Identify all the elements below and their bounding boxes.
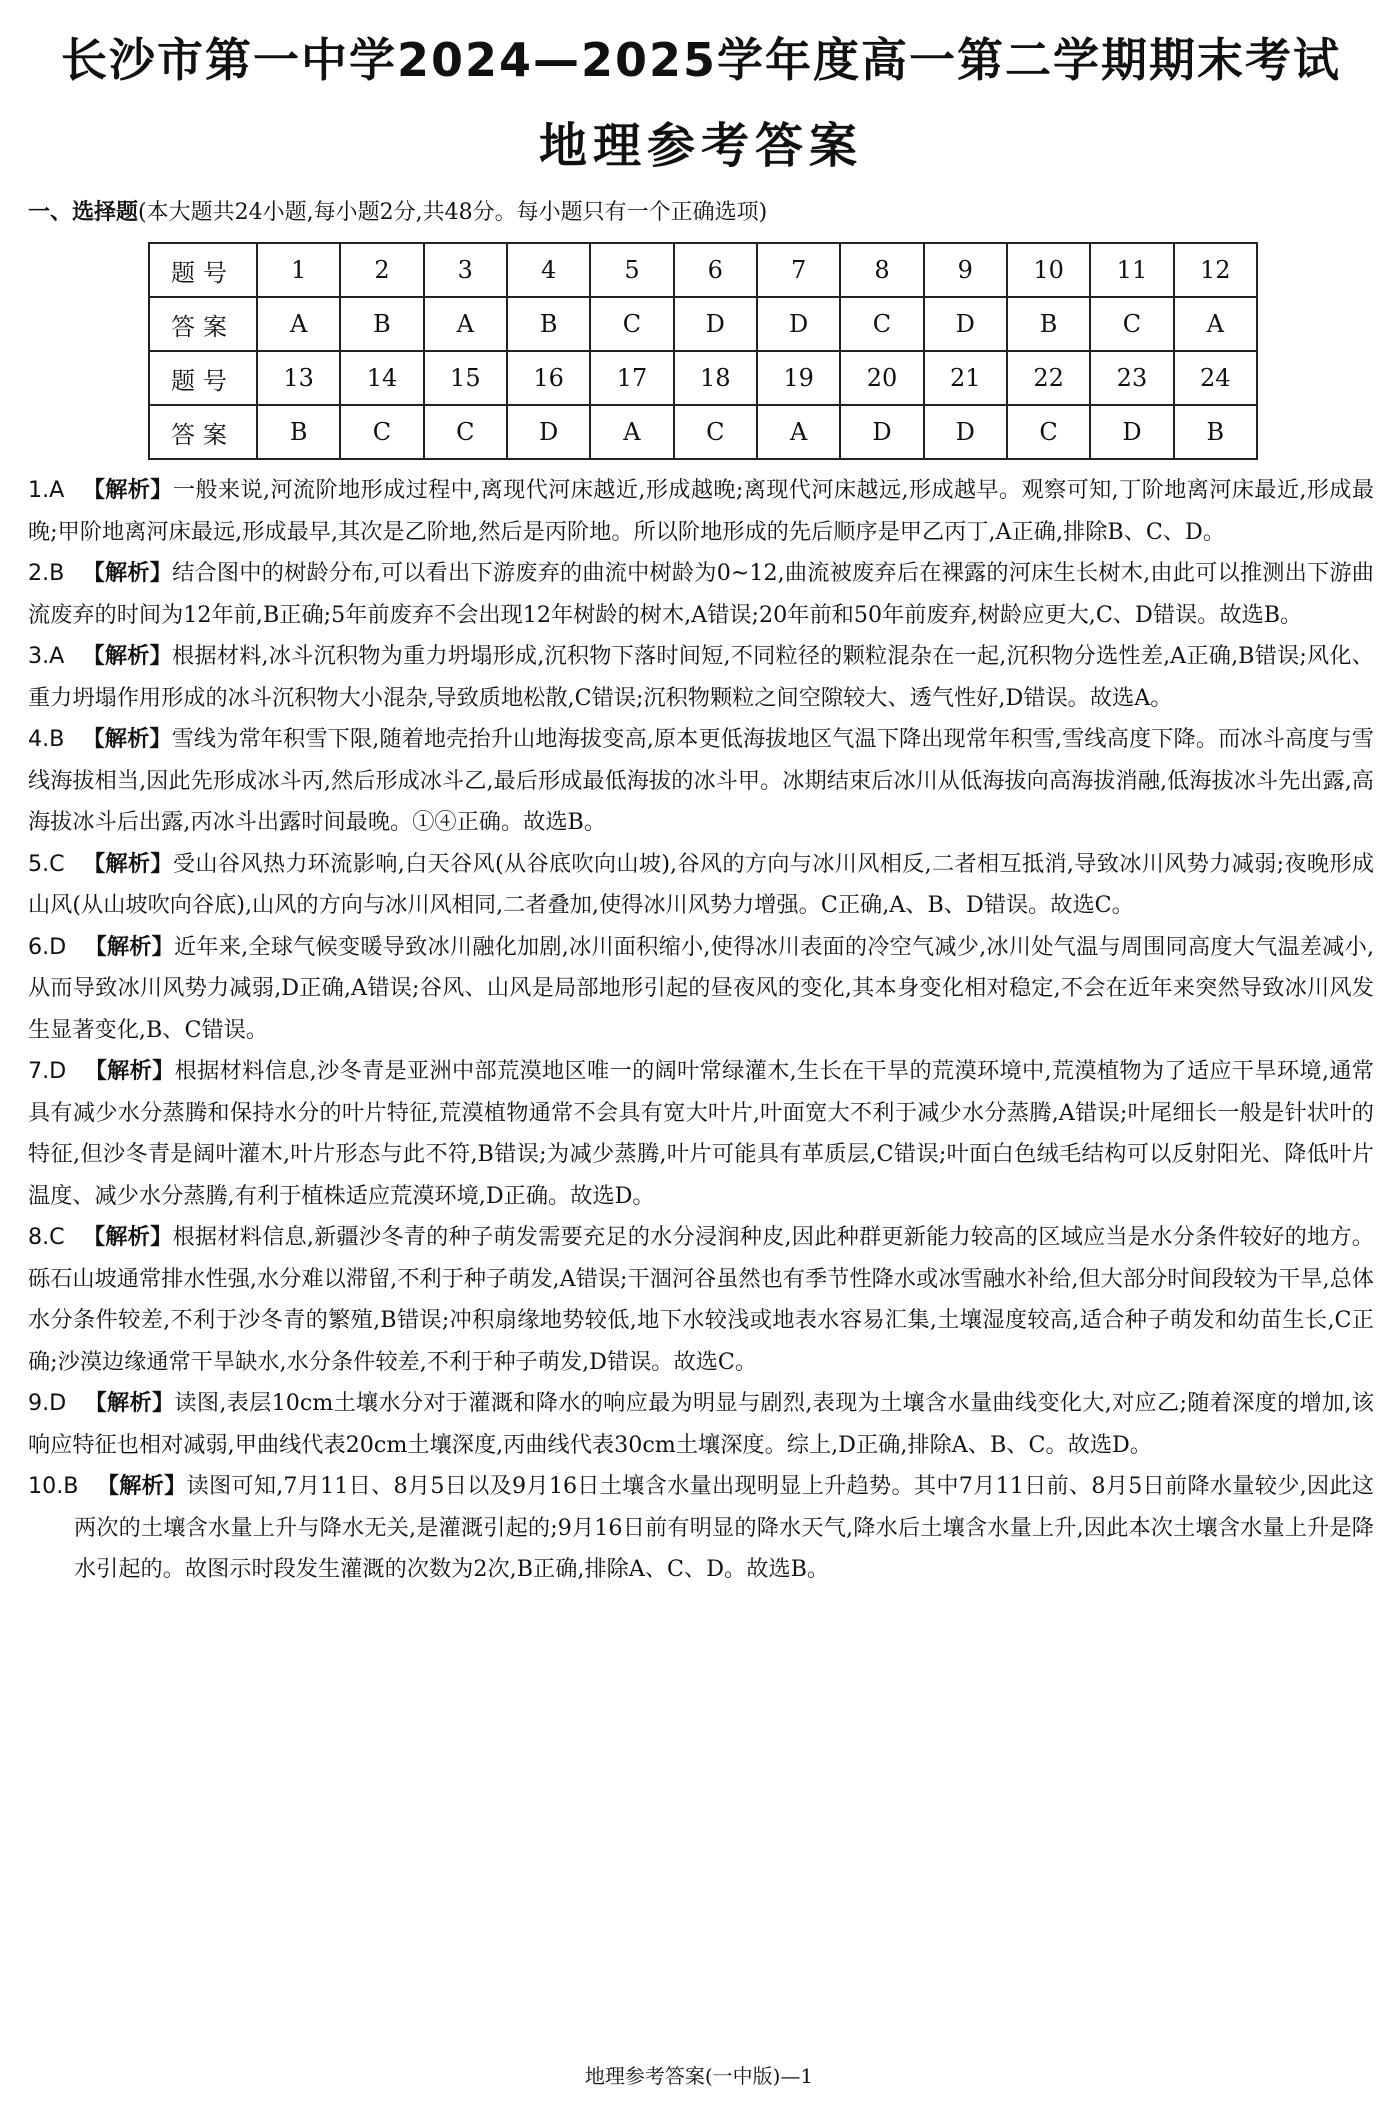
question-number: 10. <box>28 1473 64 1499</box>
answer-letter: C <box>49 850 65 877</box>
answer-letter: B <box>63 1473 79 1499</box>
question-number-cell: 9 <box>924 243 1007 297</box>
explanation-item <box>28 1466 1374 1591</box>
answer-letter: D <box>49 1058 67 1084</box>
question-number-cell: 4 <box>507 243 590 297</box>
answer-cell: D <box>924 297 1007 351</box>
explanation-item <box>28 636 1374 719</box>
question-number: 5. <box>28 850 50 877</box>
explanation-text: 结合图中的树龄分布,可以看出下游废弃的曲流中树龄为0~12,曲流被废弃后在裸露的河床生长树木,由此可以推测出下游曲流废弃的时间为12年前,B正确;5年前废弃不会出现12年树龄的树木,A错误;20年前和50年前废弃,树龄应更大,C、D错误。故选B。 <box>28 560 1374 628</box>
answer-cell: C <box>1090 297 1173 351</box>
answer-cell: D <box>507 405 590 459</box>
analysis-tag: 【解析】 <box>82 477 173 503</box>
question-number-cell: 24 <box>1174 351 1257 405</box>
question-number-cell: 16 <box>507 351 590 405</box>
explanation-text: 近年来,全球气候变暖导致冰川融化加剧,冰川面积缩小,使得冰川表面的冷空气减少,冰川处气温与周围同高度大气温差减小,从而导致冰川风势力减弱,D正确,A错误;谷风、山风是局部地形引起的昼夜风的变化,其本身变化相对稳定,不会在近年来突然导致冰川风发生显著变化,B、C错误。 <box>28 933 1374 1043</box>
row-label-answer: 答案 <box>149 297 257 351</box>
explanation-text: 根据材料,冰斗沉积物为重力坍塌形成,沉积物下落时间短,不同粒径的颗粒混杂在一起,沉积物分选性差,A正确,B错误;风化、重力坍塌作用形成的冰斗沉积物大小混杂,导致质地松散,C错误;沉积物颗粒之间空隙较大、透气性好,D错误。故选A。 <box>28 643 1374 711</box>
row-label-question: 题号 <box>149 351 257 405</box>
analysis-tag: 【解析】 <box>82 643 173 669</box>
answer-letter: B <box>49 560 65 586</box>
question-number-cell: 6 <box>674 243 757 297</box>
question-number-cell: 13 <box>257 351 340 405</box>
answer-letter: A <box>49 477 65 503</box>
answer-cell: A <box>757 405 840 459</box>
question-number-cell: 11 <box>1090 243 1173 297</box>
answer-letter: B <box>49 726 65 752</box>
explanation-item <box>28 470 1374 553</box>
analysis-tag: 【解析】 <box>82 850 173 877</box>
analysis-tag: 【解析】 <box>84 1390 175 1416</box>
answer-cell: B <box>340 297 423 351</box>
section-heading <box>28 196 1374 230</box>
answer-cell: D <box>840 405 923 459</box>
answer-cell: C <box>340 405 423 459</box>
question-number-cell: 10 <box>1007 243 1090 297</box>
question-number-cell: 18 <box>674 351 757 405</box>
explanation-item <box>28 553 1374 636</box>
explanation-item <box>28 719 1374 844</box>
answer-cell: C <box>1007 405 1090 459</box>
answer-cell: B <box>1174 405 1257 459</box>
table-row-answers <box>149 405 1257 459</box>
answer-letter: A <box>49 643 65 669</box>
analysis-tag: 【解析】 <box>84 933 174 960</box>
explanations-list <box>28 470 1374 1591</box>
answer-cell: D <box>924 405 1007 459</box>
question-number-cell: 14 <box>340 351 423 405</box>
question-number-cell: 5 <box>590 243 673 297</box>
answer-cell: C <box>424 405 507 459</box>
explanation-item <box>28 927 1374 1052</box>
explanation-item <box>28 1051 1374 1217</box>
explanation-text: 根据材料信息,沙冬青是亚洲中部荒漠地区唯一的阔叶常绿灌木,生长在干旱的荒漠环境中,荒漠植物为了适应干旱环境,通常具有减少水分蒸腾和保持水分的叶片特征,荒漠植物通常不会具有宽大叶片,叶面宽大不利于减少水分蒸腾,A错误;叶尾细长一般是针状叶的特征,但沙冬青是阔叶灌木,叶片形态与此不符,B错误;为减少蒸腾,叶片可能具有革质层,C错误;叶面白色绒毛结构可以反射阳光、降低叶片温度、减少水分蒸腾,有利于植株适应荒漠环境,D正确。故选D。 <box>28 1058 1374 1209</box>
explanation-item <box>28 1217 1374 1383</box>
analysis-tag: 【解析】 <box>84 1058 175 1084</box>
explanation-item <box>28 844 1374 927</box>
answer-cell: C <box>840 297 923 351</box>
answer-letter: D <box>49 1390 67 1416</box>
question-number-cell: 21 <box>924 351 1007 405</box>
answer-cell: B <box>1007 297 1090 351</box>
question-number-cell: 1 <box>257 243 340 297</box>
question-number-cell: 23 <box>1090 351 1173 405</box>
question-number-cell: 8 <box>840 243 923 297</box>
question-number-cell: 3 <box>424 243 507 297</box>
analysis-tag: 【解析】 <box>82 560 173 586</box>
answer-cell: C <box>674 405 757 459</box>
table-row-answers <box>149 297 1257 351</box>
answer-letter: D <box>49 933 67 960</box>
table-row-question-numbers <box>149 351 1257 405</box>
question-number: 7. <box>28 1058 50 1084</box>
answer-cell: A <box>1174 297 1257 351</box>
question-number: 4. <box>28 726 50 752</box>
exam-title: 长沙市第一中学2024—2025学年度高一第二学期期末考试 <box>60 33 1342 87</box>
question-number: 2. <box>28 560 50 586</box>
answer-cell: D <box>674 297 757 351</box>
question-number: 3. <box>28 643 50 669</box>
answer-cell: A <box>257 297 340 351</box>
analysis-tag: 【解析】 <box>82 726 172 752</box>
question-number-cell: 7 <box>757 243 840 297</box>
question-number-cell: 15 <box>424 351 507 405</box>
row-label-question: 题号 <box>149 243 257 297</box>
answer-cell: C <box>590 297 673 351</box>
question-number-cell: 17 <box>590 351 673 405</box>
answer-cell: A <box>424 297 507 351</box>
analysis-tag: 【解析】 <box>96 1473 187 1499</box>
explanation-text: 雪线为常年积雪下限,随着地壳抬升山地海拔变高,原本更低海拔地区气温下降出现常年积雪,雪线高度下降。而冰斗高度与雪线海拔相当,因此先形成冰斗丙,然后形成冰斗乙,最后形成最低海拔的冰斗甲。冰期结束后冰川从低海拔向高海拔消融,低海拔冰斗先出露,高海拔冰斗后出露,丙冰斗出露时间最晚。①④正确。故选B。 <box>28 726 1374 835</box>
question-number-cell: 22 <box>1007 351 1090 405</box>
explanation-text: 受山谷风热力环流影响,白天谷风(从谷底吹向山坡),谷风的方向与冰川风相反,二者相互抵消,导致冰川风势力减弱;夜晚形成山风(从山坡吹向谷底),山风的方向与冰川风相同,二者叠加,使得冰川风势力增强。C正确,A、B、D错误。故选C。 <box>28 850 1375 918</box>
explanation-text: 读图可知,7月11日、8月5日以及9月16日土壤含水量出现明显上升趋势。其中7月11日前、8月5日前降水量较少,因此这两次的土壤含水量上升与降水无关,是灌溉引起的;9月16日前有明显的降水天气,降水后土壤含水量上升,因此本次土壤含水量上升是降水引起的。故图示时段发生灌溉的次数为2次,B正确,排除A、C、D。故选B。 <box>74 1473 1374 1582</box>
question-number-cell: 2 <box>340 243 423 297</box>
answer-table <box>148 242 1258 460</box>
section-note: (本大题共24小题,每小题2分,共48分。每小题只有一个正确选项) <box>138 200 768 225</box>
question-number-cell: 12 <box>1174 243 1257 297</box>
question-number-cell: 20 <box>840 351 923 405</box>
explanation-text: 一般来说,河流阶地形成过程中,离现代河床越近,形成越晚;离现代河床越远,形成越早。观察可知,丁阶地离河床最近,形成最晚;甲阶地离河床最远,形成最早,其次是乙阶地,然后是丙阶地。所以阶地形成的先后顺序是甲乙丙丁,A正确,排除B、C、D。 <box>28 477 1375 545</box>
explanation-item <box>28 1383 1374 1466</box>
answer-cell: B <box>257 405 340 459</box>
row-label-answer: 答案 <box>149 405 257 459</box>
analysis-tag: 【解析】 <box>82 1224 173 1250</box>
question-number: 8. <box>28 1224 50 1250</box>
answer-cell: D <box>1090 405 1173 459</box>
answer-cell: A <box>590 405 673 459</box>
table-row-question-numbers <box>149 243 1257 297</box>
page-footer: 地理参考答案(一中版)—1 <box>584 2064 814 2088</box>
question-number: 6. <box>28 933 50 960</box>
question-number: 9. <box>28 1390 50 1416</box>
explanation-text: 根据材料信息,新疆沙冬青的种子萌发需要充足的水分浸润种皮,因此种群更新能力较高的区域应当是水分条件较好的地方。砾石山坡通常排水性强,水分难以滞留,不利于种子萌发,A错误;干涸河谷虽然也有季节性降水或冰雪融水补给,但大部分时间段较为干旱,总体水分条件较差,不利于沙冬青的繁殖,B错误;冲积扇缘地势较低,地下水较浅或地表水容易汇集,土壤湿度较高,适合种子萌发和幼苗生长,C正确;沙漠边缘通常干旱缺水,水分条件较差,不利于种子萌发,D错误。故选C。 <box>28 1224 1374 1375</box>
question-number-cell: 19 <box>757 351 840 405</box>
section-title: 一、选择题 <box>28 200 139 225</box>
answer-letter: C <box>49 1224 65 1250</box>
explanation-text: 读图,表层10cm土壤水分对于灌溉和降水的响应最为明显与剧烈,表现为土壤含水量曲线变化大,对应乙;随着深度的增加,该响应特征也相对减弱,甲曲线代表20cm土壤深度,丙曲线代表30cm土壤深度。综上,D正确,排除A、B、C。故选D。 <box>28 1390 1374 1458</box>
answer-cell: B <box>507 297 590 351</box>
question-number: 1. <box>28 477 50 503</box>
answer-key-subtitle: 地理参考答案 <box>538 118 863 174</box>
answer-cell: D <box>757 297 840 351</box>
